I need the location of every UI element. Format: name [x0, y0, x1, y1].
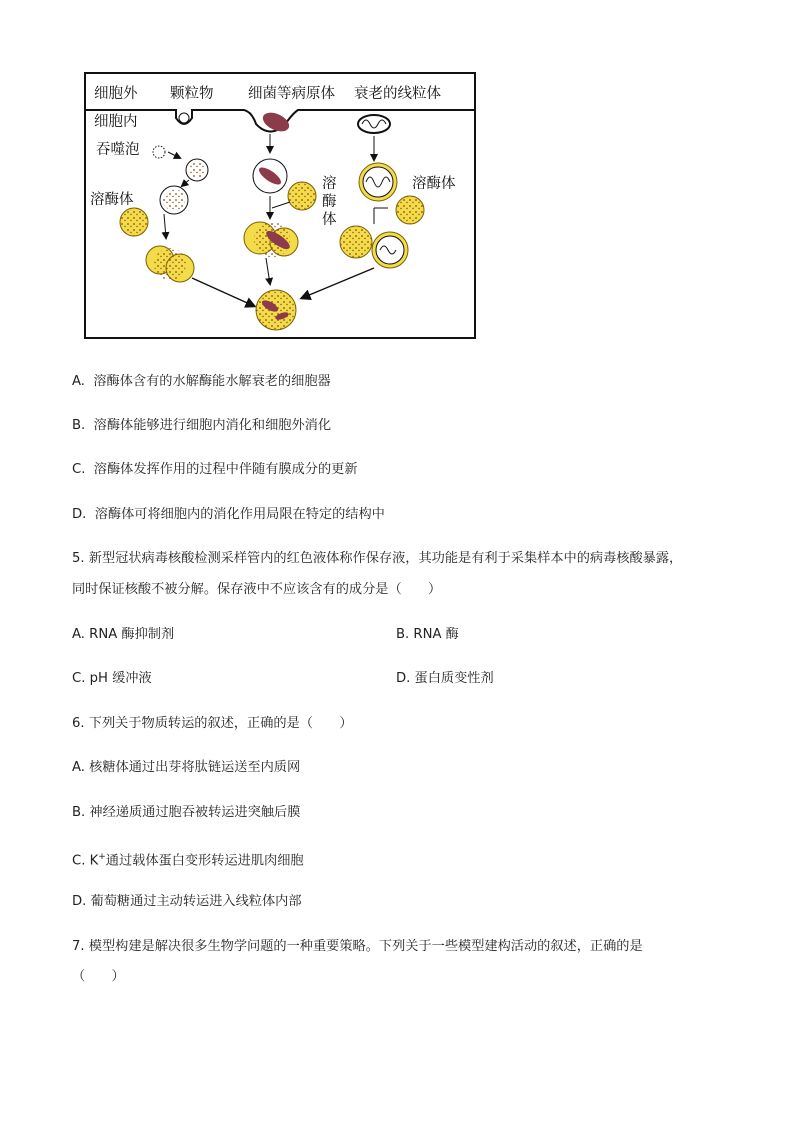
q7-stem-line2: （ ） — [72, 969, 125, 984]
q4-option-a: A. 溶酶体含有的水解酶能水解衰老的细胞器 — [72, 374, 331, 389]
q4-option-d: D. 溶酶体可将细胞内的消化作用局限在特定的结构中 — [72, 507, 385, 522]
q4-option-b: B. 溶酶体能够进行细胞内消化和细胞外消化 — [72, 418, 332, 433]
q5-option-b: B. RNA 酶 — [396, 627, 459, 642]
q6-option-c: C. K+通过载体蛋白变形转运进肌肉细胞 — [72, 852, 304, 869]
label-lysosome-left: 溶酶体 — [90, 192, 134, 208]
q5-stem-line1: 5. 新型冠状病毒核酸检测采样管内的红色液体称作保存液，其功能是有利于采集样本中的病毒核酸暴露， — [72, 551, 683, 566]
q6-option-d: D. 葡萄糖通过主动转运进入线粒体内部 — [72, 894, 302, 909]
aged-mitochondrion — [358, 115, 390, 133]
label-pathogen: 细菌等病原体 — [248, 86, 335, 102]
q5-option-d: D. 蛋白质变性剂 — [396, 671, 494, 686]
q5-option-c: C. pH 缓冲液 — [72, 671, 152, 686]
label-aged-mitochondria: 衰老的线粒体 — [354, 86, 441, 102]
label-outside: 细胞外 — [94, 86, 138, 102]
label-lysosome-mid-2: 酶 — [322, 194, 337, 210]
lysosome-diagram — [84, 72, 476, 340]
q6-stem: 6. 下列关于物质转运的叙述，正确的是（ ） — [72, 716, 353, 731]
label-lysosome-mid-1: 溶 — [322, 176, 337, 192]
q6-option-b: B. 神经递质通过胞吞被转运进突触后膜 — [72, 805, 301, 820]
q6-option-a: A. 核糖体通过出芽将肽链运送至内质网 — [72, 760, 301, 775]
q7-stem-line1: 7. 模型构建是解决很多生物学问题的一种重要策略。下列关于一些模型建构活动的叙述，正确的是 — [72, 939, 643, 954]
q5-stem-line2: 同时保证核酸不被分解。保存液中不应该含有的成分是（ ） — [72, 582, 442, 597]
phagosome-small — [153, 146, 165, 158]
q4-option-c: C. 溶酶体发挥作用的过程中伴随有膜成分的更新 — [72, 462, 358, 477]
label-lysosome-right: 溶酶体 — [412, 176, 456, 192]
particle — [179, 113, 189, 123]
label-inside: 细胞内 — [94, 114, 138, 130]
lysosome-figure — [84, 72, 476, 340]
q5-option-a: A. RNA 酶抑制剂 — [72, 627, 175, 642]
label-phagosome: 吞噬泡 — [96, 142, 140, 158]
label-particle: 颗粒物 — [170, 86, 214, 102]
label-lysosome-mid-3: 体 — [322, 212, 337, 228]
